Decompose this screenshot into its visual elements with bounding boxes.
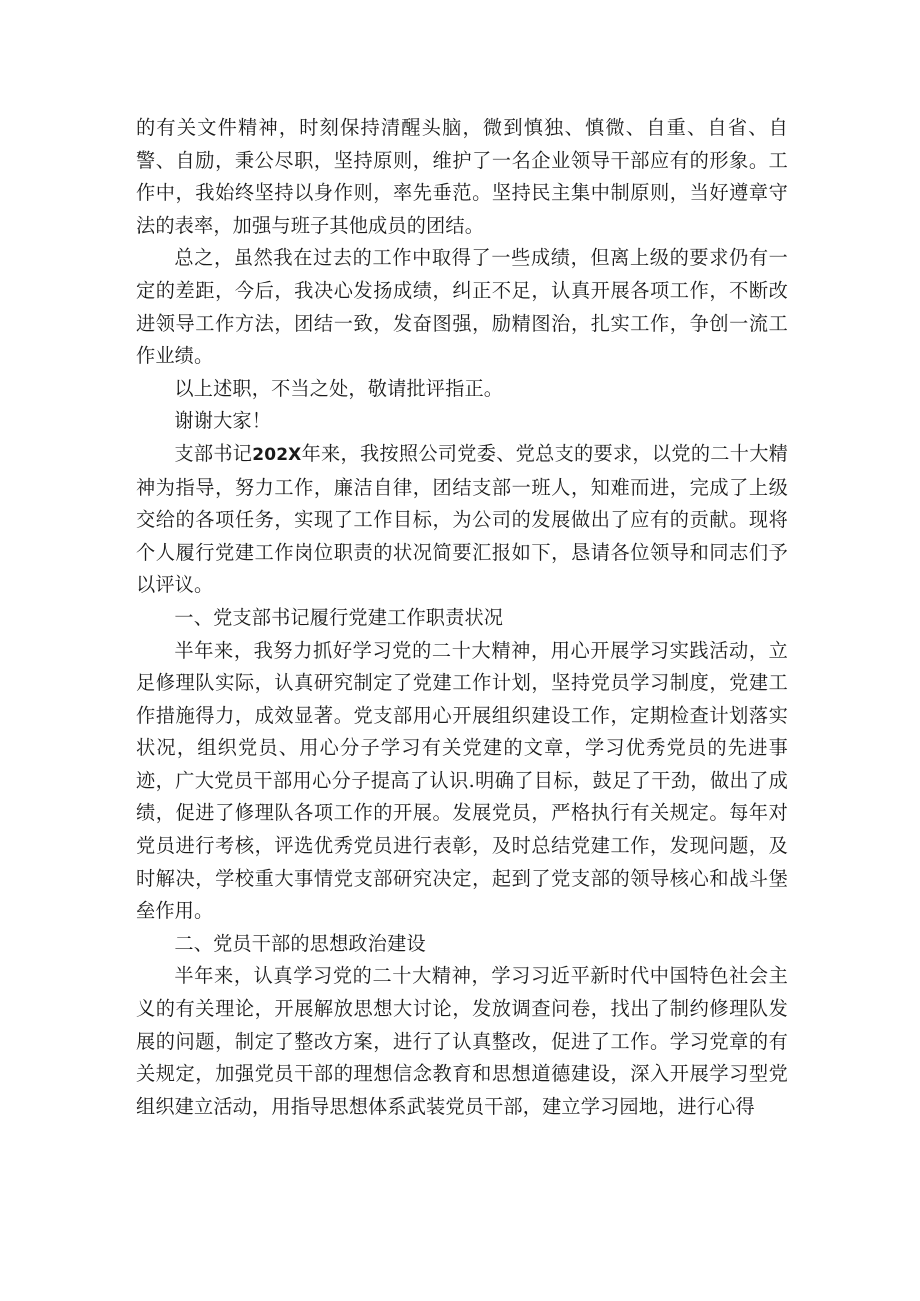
section-heading-2: 二、党员干部的思想政治建设 bbox=[174, 931, 426, 955]
paragraph-closing-remarks: 以上述职，不当之处，敬请批评指正。 bbox=[174, 376, 504, 400]
document-body bbox=[136, 112, 788, 1123]
paragraph-party-building-duties: 半年来，我努力抓好学习党的二十大精神，用心开展学习实践活动，立足修理队实际，认真研究制定了党建工作计划，坚持党员学习制度，党建工作措施得力，成效显著。党支部用心开展组织建设工作，定期检查计划落实状况，组织党员、用心分子学习有关党建的文章，学习优秀党员的先进事迹，广大党员干部用心分子提高了认识.明确了目标，鼓足了干劲，做出了成绩，促进了修理队各项工作的开展。发展党员，严格执行有关规定。每年对党员进行考核，评选优秀党员进行表彰，及时总结党建工作，发现问题，及时解决，学校重大事情党支部研究决定，起到了党支部的领导核心和战斗堡垒作用。 bbox=[136, 638, 788, 923]
intro-prefix: 支部书记 bbox=[174, 441, 253, 465]
intro-text: 年来，我按照公司党委、党总支的要求，以党的二十大精神为指导，努力工作，廉洁自律，团结支部一班人，知难而进，完成了上级交给的各项任务，实现了工作目标，为公司的发展做出了应有的贡献。现将个人履行党建工作岗位职责的状况简要汇报如下，恳请各位领导和同志们予以评议。 bbox=[136, 441, 789, 597]
paragraph-branch-secretary-intro bbox=[136, 438, 788, 602]
section-heading-1: 一、党支部书记履行党建工作职责状况 bbox=[174, 605, 504, 629]
paragraph-integrity-conduct: 的有关文件精神，时刻保持清醒头脑，微到慎独、慎微、自重、自省、自警、自励，秉公尽职，坚持原则，维护了一名企业领导干部应有的形象。工作中，我始终坚持以身作则，率先垂范。坚持民主集中制原则，当好遵章守法的表率，加强与班子其他成员的团结。 bbox=[136, 116, 788, 237]
paragraph-summary: 总之，虽然我在过去的工作中取得了一些成绩，但离上级的要求仍有一定的差距，今后，我决心发扬成绩，纠正不足，认真开展各项工作，不断改进领导工作方法，团结一致，发奋图强，励精图治，扎实工作，争创一流工作业绩。 bbox=[136, 246, 788, 368]
paragraph-thanks: 谢谢大家！ bbox=[174, 409, 272, 433]
intro-year: 202X bbox=[252, 444, 302, 465]
paragraph-ideological-construction: 半年来，认真学习党的二十大精神，学习习近平新时代中国特色社会主义的有关理论，开展解放思想大讨论，发放调查问卷，找出了制约修理队发展的问题，制定了整改方案，进行了认真整改，促进了工作。学习党章的有关规定，加强党员干部的理想信念教育和思想道德建设，深入开展学习型党组织建立活动，用指导思想体系武装党员干部，建立学习园地，进行心得 bbox=[136, 964, 788, 1118]
